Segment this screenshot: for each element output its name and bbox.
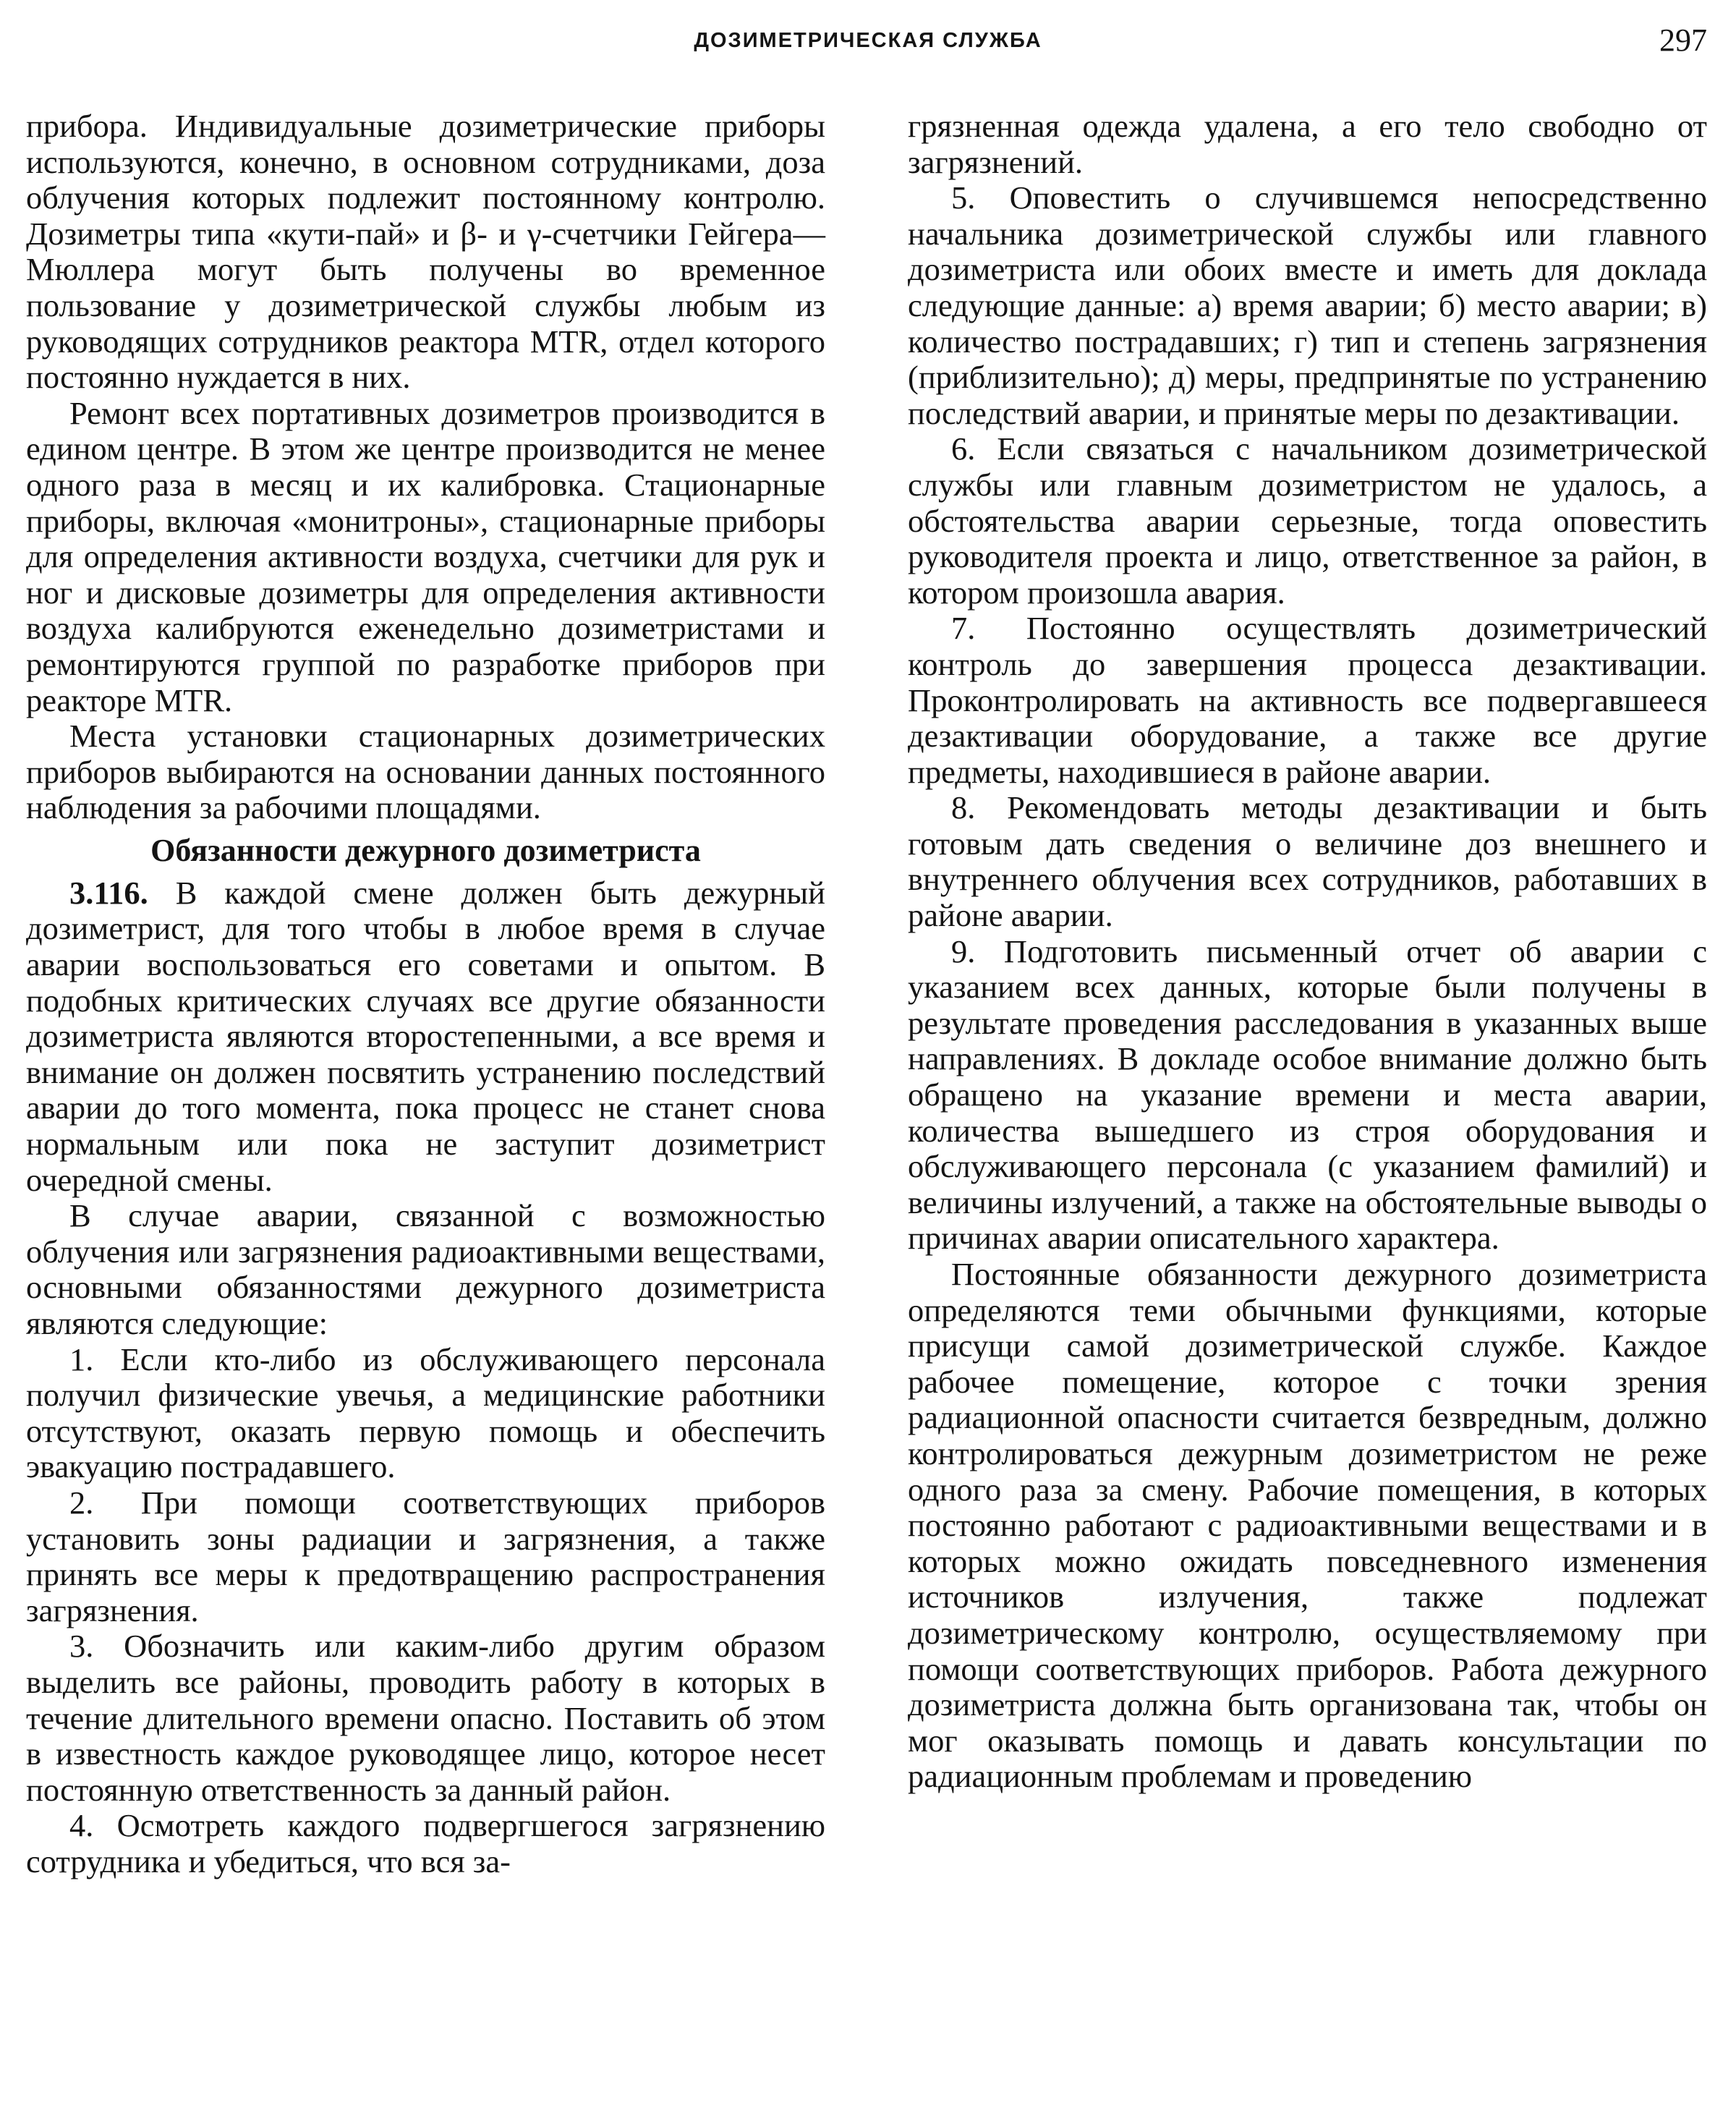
section-heading: Обязанности дежурного дозиметриста (150, 832, 701, 868)
section-number: 3.116. (69, 874, 148, 911)
list-item: 2. При помощи соответствующих приборов установить зоны радиации и загрязнения, а также принять все меры к предотвращению распространения загрязнения. (26, 1484, 825, 1628)
list-item: 6. Если связаться с начальником дозиметрической службы или главным дозиметристом не удалось, а обстоятельства аварии серьезные, тогда оповестить руководителя проекта и лицо, ответственное за район, в котором произошла авария. (908, 430, 1707, 611)
list-item: 3. Обозначить или каким-либо другим образом выделить все районы, проводить работу в которых в течение длительного времени опасно. Поставить об этом в известность каждое руководящее лицо, которое несет постоянную ответственность за данный район. (26, 1628, 825, 1808)
paragraph: грязненная одежда удалена, а его тело свободно от загрязнений. (908, 108, 1707, 180)
list-item: 1. Если кто-либо из обслуживающего персонала получил физические увечья, а медицинские работники отсутствуют, оказать первую помощь и обеспечить эвакуацию пострадавшего. (26, 1341, 825, 1485)
list-item: 9. Подготовить письменный отчет об аварии с указанием всех данных, которые были получены в результате проведения расследования в указанных выше направлениях. В докладе особое внимание должно быть обращено на указание времени и места аварии, количества вышедшего из строя оборудования и обслуживающего персонала (с указанием фамилий) и величины излучений, а также на обстоятельные выводы о причинах аварии описательного характера. (908, 933, 1707, 1257)
right-column (908, 109, 1707, 1795)
paragraph: Постоянные обязанности дежурного дозиметриста определяются теми обычными функциями, которые присущи самой дозиметрической службе. Каждое рабочее помещение, которое с точки зрения радиационной опасности считается безвредным, должно контролироваться дежурным дозиметристом не реже одного раза за смену. Рабочие помещения, в которых постоянно работают с радиоактивными веществами и в которых можно ожидать повседневного изменения источников излучения, также подлежат дозиметрическому контролю, осуществляемому при помощи соответствующих приборов. Работа дежурного дозиметриста должна быть организована так, чтобы он мог оказывать помощь и давать консультации по радиационным проблемам и проведению (908, 1256, 1707, 1795)
list-item: 7. Постоянно осуществлять дозиметрический контроль до завершения процесса дезактивации. Проконтролировать на активность все подвергавшееся дезактивации оборудование, а также все другие предметы, находившиеся в районе аварии. (908, 610, 1707, 790)
page-header (29, 22, 1707, 65)
paragraph: Ремонт всех портативных дозиметров производится в едином центре. В этом же центре производится не менее одного раза в месяц и их калибровка. Стационарные приборы, включая «монитроны», стационарные приборы для определения активности воздуха, счетчики для рук и ног и дисковые дозиметры для определения активности воздуха калибруются еженедельно дозиметристами и ремонтируются группой по разработке приборов при реакторе MTR. (26, 394, 825, 718)
list-item: 5. Оповестить о случившемся непосредственно начальника дозиметрической службы или главного дозиметриста или обоих вместе и иметь для доклада следующие данные: а) время аварии; б) место аварии; в) количество пострадавших; г) тип и степень загрязнения (приблизительно); д) меры, предпринятые по устранению последствий аварии, и принятые меры по дезактивации. (908, 179, 1707, 431)
list-item: 4. Осмотреть каждого подвергшегося загрязнению сотрудника и убедиться, что вся за- (26, 1807, 825, 1879)
paragraph: прибора. Индивидуальные дозиметрические приборы используются, конечно, в основном сотрудниками, доза облучения которых подлежит постоянному контролю. Дозиметры типа «кути-пай» и β- и γ-счетчики Гейгера—Мюллера могут быть получены во временное пользование у дозиметрической службы любым из руководящих сотрудников реактора MTR, отдел которого постоянно нуждается в них. (26, 108, 825, 396)
paragraph-text: В каждой смене должен быть дежурный дозиметрист, для того чтобы в любое время в случае аварии воспользоваться его советами и опытом. В подобных критических случаях все другие обязанности дозиметриста являются второстепенными, а все время и внимание он должен посвятить устранению последствий аварии до того момента, пока процесс не станет снова нормальным или пока не заступит дозиметрист очередной смены. (26, 874, 825, 1198)
page-number: 297 (1659, 22, 1707, 58)
running-head: ДОЗИМЕТРИЧЕСКАЯ СЛУЖБА (694, 29, 1042, 52)
paragraph-3-116 (26, 875, 825, 1198)
paragraph: Места установки стационарных дозиметрических приборов выбираются на основании данных постоянного наблюдения за рабочими площадями. (26, 718, 825, 826)
list-item: 8. Рекомендовать методы дезактивации и быть готовым дать сведения о величине доз внешнего и внутреннего облучения всех сотрудников, работавших в районе аварии. (908, 789, 1707, 934)
left-column (26, 109, 825, 1880)
paragraph: В случае аварии, связанной с возможностью облучения или загрязнения радиоактивными веществами, основными обязанностями дежурного дозиметриста являются следующие: (26, 1197, 825, 1341)
